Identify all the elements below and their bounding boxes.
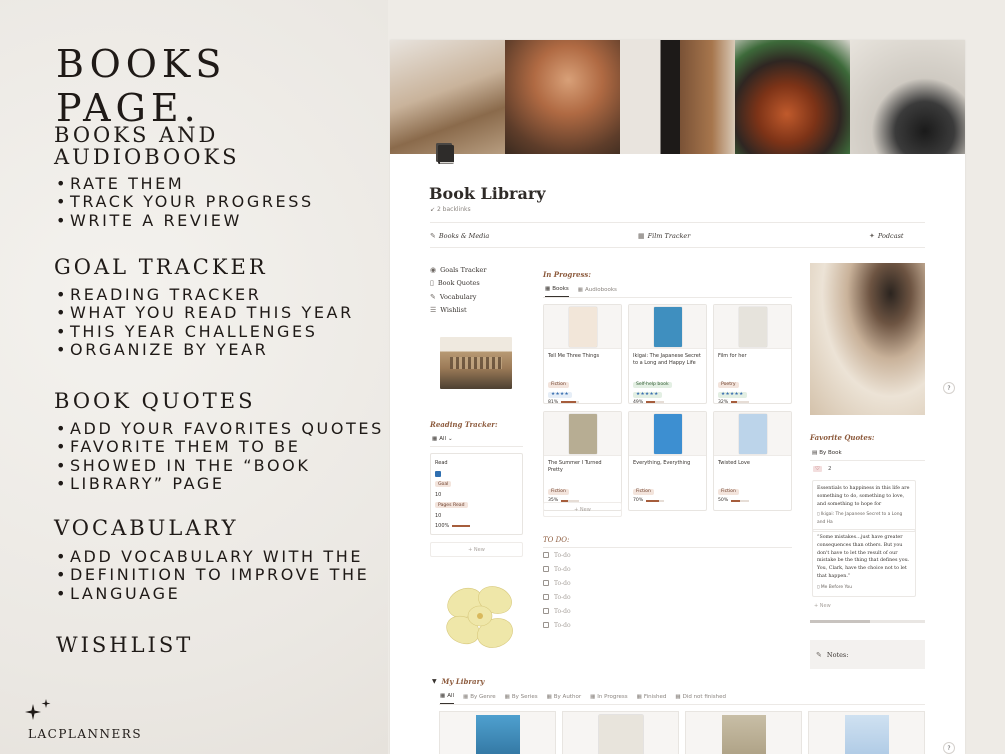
- section-heading-wishlist: WISHLIST: [56, 633, 194, 657]
- library-tab[interactable]: ▦ All: [440, 693, 454, 704]
- tracker-title: Read: [435, 460, 448, 467]
- grid-icon: ▦: [432, 436, 438, 442]
- todo-item[interactable]: [543, 576, 571, 590]
- todo-item[interactable]: [543, 562, 571, 576]
- bullet-item: • LANGUAGE: [56, 585, 369, 603]
- progress-bar: [731, 401, 749, 403]
- page-title: Book Library: [429, 184, 546, 203]
- rating-stars: ★★★★★: [633, 392, 662, 398]
- progress-bar: [731, 500, 749, 502]
- document-icon: ▯: [817, 512, 820, 518]
- bullet-item: • SHOWED IN THE “BOOK: [56, 457, 384, 475]
- bullet-item: • TRACK YOUR PROGRESS: [56, 193, 314, 211]
- todo-checkbox[interactable]: [543, 594, 549, 600]
- book-cover-image: [569, 307, 597, 347]
- genre-tag: Self-help book: [633, 382, 672, 388]
- goal-value: 10: [435, 491, 442, 498]
- grid-icon: ▦: [545, 286, 551, 292]
- library-tab[interactable]: ▦ Did not finished: [675, 693, 727, 700]
- todo-text: To-do: [554, 607, 571, 615]
- cover-image[interactable]: [390, 40, 965, 154]
- rating-stars: ★★★★: [548, 392, 572, 398]
- book-card[interactable]: [713, 304, 792, 404]
- library-card[interactable]: [439, 711, 556, 754]
- book-cover: [714, 412, 791, 456]
- book-cover: [629, 412, 706, 456]
- book-page-icon[interactable]: [434, 141, 456, 165]
- favorite-quotes-heading: Favorite Quotes:: [810, 433, 875, 442]
- grid-icon: ▦: [546, 693, 552, 700]
- book-cover-image: [569, 414, 597, 454]
- sidebar-item-goals-tracker[interactable]: ◉ Goals Tracker: [430, 265, 487, 274]
- book-cover-image: [845, 715, 889, 754]
- todo-checkbox[interactable]: [543, 608, 549, 614]
- todo-list: [543, 548, 571, 632]
- quote-source: Ikigai: The Japanese Secret to a Long and Ha: [817, 512, 903, 526]
- pages-read-label: Pages Read: [435, 502, 468, 508]
- bullet-item: • WRITE A REVIEW: [56, 212, 314, 230]
- book-title: Everything, Everything: [633, 460, 691, 466]
- genre-tag: Fiction: [718, 489, 739, 495]
- reading-tracker-card[interactable]: [430, 453, 523, 535]
- cover-photo-guitar: [735, 40, 850, 154]
- quotes-view[interactable]: ▤ By Book: [812, 450, 842, 456]
- quote-card[interactable]: [812, 480, 916, 532]
- film-icon: ▦: [638, 232, 645, 240]
- bullet-item: • FAVORITE THEM TO BE: [56, 438, 384, 456]
- quotes-new-button[interactable]: + New: [814, 603, 831, 609]
- grid-icon: ▦: [675, 693, 681, 700]
- my-library-toggle[interactable]: [432, 677, 484, 686]
- progress-percent: 70%: [633, 498, 644, 503]
- todo-item[interactable]: [543, 618, 571, 632]
- open-book-photo: [810, 263, 925, 415]
- divider: [430, 247, 925, 248]
- quote-source: Me Before You: [820, 584, 853, 590]
- bullet-list-vocab: [56, 548, 369, 603]
- promo-panel: [0, 0, 388, 754]
- reading-tracker-heading: Reading Tracker:: [430, 420, 498, 429]
- cover-photo-portrait: [505, 40, 620, 154]
- library-tab[interactable]: ▦ By Genre: [463, 693, 496, 700]
- todo-item[interactable]: [543, 548, 571, 562]
- book-title: Film for her: [718, 353, 747, 359]
- bullet-item: • ORGANIZE BY YEAR: [56, 341, 354, 359]
- tab-books[interactable]: ▦ Books: [545, 286, 569, 297]
- book-title: The Summer I Turned Pretty: [548, 460, 602, 473]
- bullet-item: • DEFINITION TO IMPROVE THE: [56, 566, 369, 584]
- todo-checkbox[interactable]: [543, 580, 549, 586]
- section-heading-vocabulary: VOCABULARY: [54, 516, 239, 540]
- grid-icon: ▦: [463, 693, 469, 700]
- todo-item[interactable]: [543, 590, 571, 604]
- genre-tag: Fiction: [548, 489, 569, 495]
- bullet-list-goal: [56, 286, 354, 359]
- chevron-down-icon: ⌄: [448, 436, 453, 442]
- progress-percent: 49%: [633, 399, 644, 404]
- brand-name: LACPLANNERS: [28, 727, 143, 741]
- sidebar-item-wishlist[interactable]: ☰ Wishlist: [430, 306, 467, 315]
- book-cover-image: [739, 307, 767, 347]
- pressed-flower-image: [435, 578, 525, 658]
- grid-icon: ▦: [636, 693, 642, 700]
- help-button[interactable]: ?: [943, 742, 955, 754]
- in-progress-tabs: [545, 286, 617, 297]
- todo-text: To-do: [554, 621, 571, 629]
- divider: [810, 460, 925, 461]
- book-card[interactable]: [543, 411, 622, 511]
- divider: [543, 297, 792, 298]
- book-card[interactable]: [628, 411, 707, 511]
- quote-card[interactable]: [812, 529, 916, 597]
- cover-photo-camera: [850, 40, 965, 154]
- cover-photo-basket: [390, 40, 505, 154]
- library-card[interactable]: [562, 711, 679, 754]
- progress-bar: [646, 401, 664, 403]
- divider: [430, 222, 925, 223]
- quotes-scrollbar[interactable]: [810, 620, 925, 623]
- library-tabs: [440, 693, 726, 704]
- progress-percent: 81%: [548, 399, 559, 404]
- progress-bar: [561, 401, 579, 403]
- venice-sticker-image: [440, 337, 512, 389]
- notes-callout[interactable]: ✎ Notes:: [810, 640, 925, 669]
- library-tab[interactable]: ▦ Finished: [636, 693, 667, 700]
- bullet-item: • ADD YOUR FAVORITES QUOTES: [56, 420, 384, 438]
- grid-icon: ▦: [440, 693, 446, 699]
- gallery-new-button[interactable]: + New: [543, 502, 622, 517]
- pen-icon: ✎: [430, 292, 436, 301]
- bullet-item: • READING TRACKER: [56, 286, 354, 304]
- book-card[interactable]: [543, 304, 622, 404]
- nav-link-podcast[interactable]: ✦ Podcast: [869, 232, 904, 240]
- triangle-down-icon: ▼: [432, 678, 437, 685]
- divider: [543, 547, 792, 548]
- grid-icon: ▦: [590, 693, 596, 700]
- todo-checkbox[interactable]: [543, 566, 549, 572]
- section-heading-books: BOOKS AND AUDIOBOOKS: [54, 123, 240, 169]
- todo-text: To-do: [554, 579, 571, 587]
- bullet-item: • ADD VOCABULARY WITH THE: [56, 548, 369, 566]
- book-title: Ikigai: The Japanese Secret to a Long and Happy Life: [633, 353, 701, 366]
- notion-page: [390, 40, 965, 754]
- divider: [430, 446, 523, 447]
- heart-icon: ♡: [815, 466, 820, 472]
- reading-tracker-view[interactable]: ▦ All ⌄: [432, 436, 453, 442]
- book-cover-image: [476, 715, 520, 754]
- book-cover: [544, 305, 621, 349]
- tracker-progress-bar: [452, 525, 470, 527]
- book-card[interactable]: [628, 304, 707, 404]
- sidebar-links: [430, 263, 486, 317]
- bullet-item: • RATE THEM: [56, 175, 314, 193]
- book-card[interactable]: [713, 411, 792, 511]
- tracker-new-button[interactable]: + New: [430, 542, 523, 557]
- bullet-list-quotes: [56, 420, 384, 493]
- bullet-list-books: [56, 175, 314, 230]
- todo-heading: TO DO:: [543, 536, 570, 544]
- book-title: Twisted Love: [718, 460, 750, 466]
- section-heading-quotes: BOOK QUOTES: [54, 389, 256, 413]
- grid-icon: ▦: [577, 286, 583, 293]
- my-library-heading: My Library: [441, 677, 485, 686]
- progress-percent: 35%: [548, 498, 559, 503]
- quotes-group-header[interactable]: ♡ 2: [815, 466, 832, 472]
- backlinks-link[interactable]: ↙ 2 backlinks: [430, 206, 471, 213]
- bullet-item: • THIS YEAR CHALLENGES: [56, 323, 354, 341]
- checkbox-checked[interactable]: [435, 471, 441, 477]
- sidebar-item-book-quotes[interactable]: ▯ Book Quotes: [430, 279, 480, 288]
- tracker-percent: 100%: [435, 523, 450, 530]
- pages-read-value: 10: [435, 512, 442, 519]
- genre-tag: Fiction: [548, 382, 569, 388]
- library-gallery: [439, 711, 925, 754]
- promo-title: BOOKS PAGE.: [56, 42, 227, 130]
- rating-stars: ★★★★★: [718, 392, 747, 398]
- divider: [439, 704, 925, 705]
- check-circle-icon: ◉: [430, 265, 437, 274]
- book-cover: [544, 412, 621, 456]
- grid-icon: ▦: [504, 693, 510, 700]
- sidebar-item-vocabulary[interactable]: ✎ Vocabulary: [430, 292, 477, 301]
- tab-audiobooks[interactable]: ▦ Audiobooks: [577, 286, 617, 293]
- podcast-icon: ✦: [869, 232, 875, 240]
- todo-checkbox[interactable]: [543, 552, 549, 558]
- quote-text: “Some mistakes…just have greater consequences than others. But you don't have to let the result of our mistake be the thing that defines you. You, Clark, have the choice not to let that happen.”: [817, 535, 910, 579]
- book-cover-image: [739, 414, 767, 454]
- cover-photo-film: [620, 40, 735, 154]
- library-card[interactable]: [685, 711, 802, 754]
- book-cover-image: [722, 715, 766, 754]
- genre-tag: Poetry: [718, 382, 739, 388]
- book-cover: [629, 305, 706, 349]
- todo-text: To-do: [554, 565, 571, 573]
- quote-text: Essentials to happiness in this life are something to do, something to love, and something to hope for: [817, 486, 910, 507]
- todo-text: To-do: [554, 593, 571, 601]
- todo-checkbox[interactable]: [543, 622, 549, 628]
- book-cover: [714, 305, 791, 349]
- book-icon: ▯: [430, 279, 434, 288]
- library-tab[interactable]: ▦ By Author: [546, 693, 582, 700]
- help-button[interactable]: ?: [943, 382, 955, 394]
- sparkle-icon: [24, 698, 58, 724]
- progress-bar: [646, 500, 664, 502]
- pen-icon: ✎: [430, 232, 436, 240]
- todo-text: To-do: [554, 551, 571, 559]
- progress-percent: 50%: [718, 498, 729, 503]
- nav-link-film-tracker[interactable]: ▦ Film Tracker: [638, 232, 691, 240]
- bullet-item: • LIBRARY” PAGE: [56, 475, 384, 493]
- book-cover-image: [654, 414, 682, 454]
- book-cover-image: [599, 715, 643, 754]
- table-icon: ▤: [812, 450, 818, 456]
- todo-item[interactable]: [543, 604, 571, 618]
- nav-link-books-media[interactable]: ✎ Books & Media: [430, 232, 490, 240]
- library-tab[interactable]: ▦ By Series: [504, 693, 538, 700]
- in-progress-heading: In Progress:: [543, 270, 591, 279]
- pencil-icon: ✎: [816, 650, 822, 659]
- section-heading-goal-tracker: GOAL TRACKER: [54, 255, 268, 279]
- document-icon: ▯: [817, 584, 820, 590]
- library-card[interactable]: [808, 711, 925, 754]
- library-tab[interactable]: ▦ In Progress: [590, 693, 628, 700]
- genre-tag: Fiction: [633, 489, 654, 495]
- list-icon: ☰: [430, 306, 437, 315]
- book-cover-image: [654, 307, 682, 347]
- bullet-item: • WHAT YOU READ THIS YEAR: [56, 304, 354, 322]
- book-title: Tell Me Three Things: [548, 353, 600, 359]
- goal-label: Goal: [435, 481, 451, 487]
- progress-percent: 32%: [718, 399, 729, 404]
